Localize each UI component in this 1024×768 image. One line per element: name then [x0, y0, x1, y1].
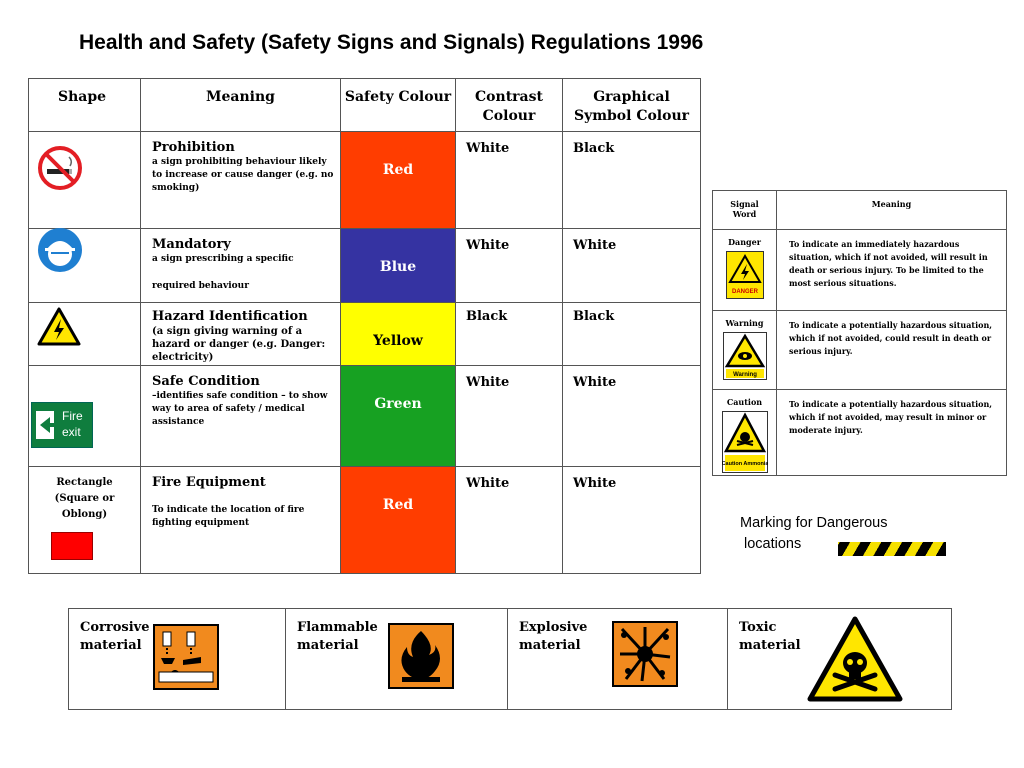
meaning-description: To indicate the location of fire fighting equipment [152, 505, 305, 528]
header-signal-word: Signal Word [713, 191, 777, 230]
header-meaning: Meaning [141, 79, 341, 132]
fire-exit-label: Fire exit [62, 409, 83, 439]
danger-sign-icon [726, 251, 764, 299]
meaning-description: a sign prescribing a specific [152, 254, 294, 264]
symbol-colour-cell: Black [563, 132, 701, 229]
electricity-warning-icon [37, 307, 81, 347]
table-row [29, 366, 701, 467]
meaning-cell [141, 132, 341, 229]
signal-word-cell [713, 230, 777, 311]
meaning-cell [141, 366, 341, 467]
hazard-material-cell [69, 609, 286, 710]
corrosive-icon [153, 624, 219, 690]
signal-word-cell [713, 311, 777, 390]
symbol-colour-cell: White [563, 229, 701, 303]
meaning-description: a sign prohibiting behaviour likely to increase or cause danger (e.g. no smoking) [152, 157, 334, 193]
signal-meaning-cell: To indicate a potentially hazardous situation, which if not avoided, could result in death or serious injury. [777, 311, 1007, 390]
signal-row [713, 230, 1007, 311]
contrast-colour-cell: White [456, 132, 563, 229]
table-header-row [29, 79, 701, 132]
meaning-description: –identifies safe condition – to show way to area of safety / medical assistance [152, 391, 328, 427]
signal-header-row [713, 191, 1007, 230]
meaning-description-2: required behaviour [152, 281, 249, 291]
warning-sign-icon [723, 332, 767, 380]
signal-meaning-cell: To indicate a potentially hazardous situation, which if not avoided, may result in minor or moderate injury. [777, 390, 1007, 476]
contrast-colour-cell: White [456, 229, 563, 303]
shape-cell [29, 132, 141, 229]
arrow-left-icon [34, 405, 60, 445]
signal-row [713, 390, 1007, 476]
table-row [29, 229, 701, 303]
signal-word-table [712, 190, 1007, 476]
danger-sign-label: DANGER [731, 289, 758, 295]
meaning-title: Mandatory [152, 237, 231, 252]
header-symbol-colour: Graphical Symbol Colour [563, 79, 701, 132]
explosive-icon [612, 621, 678, 687]
safety-colour-cell: Red [341, 132, 456, 229]
meaning-cell [141, 303, 341, 366]
meaning-cell [141, 229, 341, 303]
meaning-title: Safe Condition [152, 374, 260, 389]
hazard-material-label: Explosive material [519, 620, 588, 653]
signal-word: Warning [725, 318, 764, 328]
header-shape: Shape [29, 79, 141, 132]
meaning-description: (a sign giving warning of a hazard or danger (e.g. Danger: electricity) [152, 326, 326, 363]
meaning-title: Fire Equipment [152, 475, 266, 490]
signal-meaning-cell: To indicate an immediately hazardous situation, which if not avoided, will result in death or serious injury. To be limited to the most serious situations. [777, 230, 1007, 311]
header-signal-meaning: Meaning [777, 191, 1007, 230]
safety-colour-cell: Green [341, 366, 456, 467]
no-smoking-icon [37, 145, 83, 191]
table-row [29, 303, 701, 366]
safety-signs-table [28, 78, 701, 574]
signal-word-cell [713, 390, 777, 476]
hazard-material-cell [286, 609, 508, 710]
symbol-colour-cell: Black [563, 303, 701, 366]
warning-sign-label: Warning [732, 372, 757, 378]
toxic-icon [806, 615, 904, 703]
meaning-title: Prohibition [152, 140, 235, 155]
red-rectangle-icon [51, 532, 93, 560]
hazard-materials-table [68, 608, 952, 710]
marking-label-line2: locations [744, 536, 802, 552]
meaning-title: Hazard Identification [152, 309, 308, 324]
contrast-colour-cell: White [456, 467, 563, 574]
hazard-material-label: Flammable material [297, 620, 378, 653]
fire-exit-icon [31, 402, 93, 448]
table-row [29, 467, 701, 574]
caution-sign-icon [722, 411, 768, 473]
shape-cell [29, 229, 141, 303]
safety-colour-cell: Red [341, 467, 456, 574]
table-row [29, 132, 701, 229]
hazard-material-cell [508, 609, 728, 710]
signal-row [713, 311, 1007, 390]
contrast-colour-cell: White [456, 366, 563, 467]
hazard-material-label: Corrosive material [80, 620, 150, 653]
caution-sign-label: Caution Ammonia [721, 461, 768, 467]
hazard-stripe-icon [838, 542, 946, 556]
page-title: Health and Safety (Safety Signs and Signals) Regulations 1996 [79, 31, 704, 54]
signal-word: Danger [728, 237, 761, 247]
symbol-colour-cell: White [563, 366, 701, 467]
meaning-cell [141, 467, 341, 574]
shape-description: Rectangle (Square or Oblong) [54, 477, 115, 520]
symbol-colour-cell: White [563, 467, 701, 574]
hazard-material-cell [728, 609, 952, 710]
header-safety-colour: Safety Colour [341, 79, 456, 132]
safety-colour-cell: Yellow [341, 303, 456, 366]
flammable-icon [388, 623, 454, 689]
marking-label-line1: Marking for Dangerous [740, 515, 888, 531]
header-contrast-colour: Contrast Colour [456, 79, 563, 132]
shape-cell [29, 366, 141, 467]
shape-cell [29, 303, 141, 366]
contrast-colour-cell: Black [456, 303, 563, 366]
signal-word: Caution [726, 397, 763, 407]
hard-hat-icon [37, 227, 83, 273]
safety-colour-cell: Blue [341, 229, 456, 303]
shape-cell [29, 467, 141, 574]
hazard-material-label: Toxic material [739, 620, 801, 653]
